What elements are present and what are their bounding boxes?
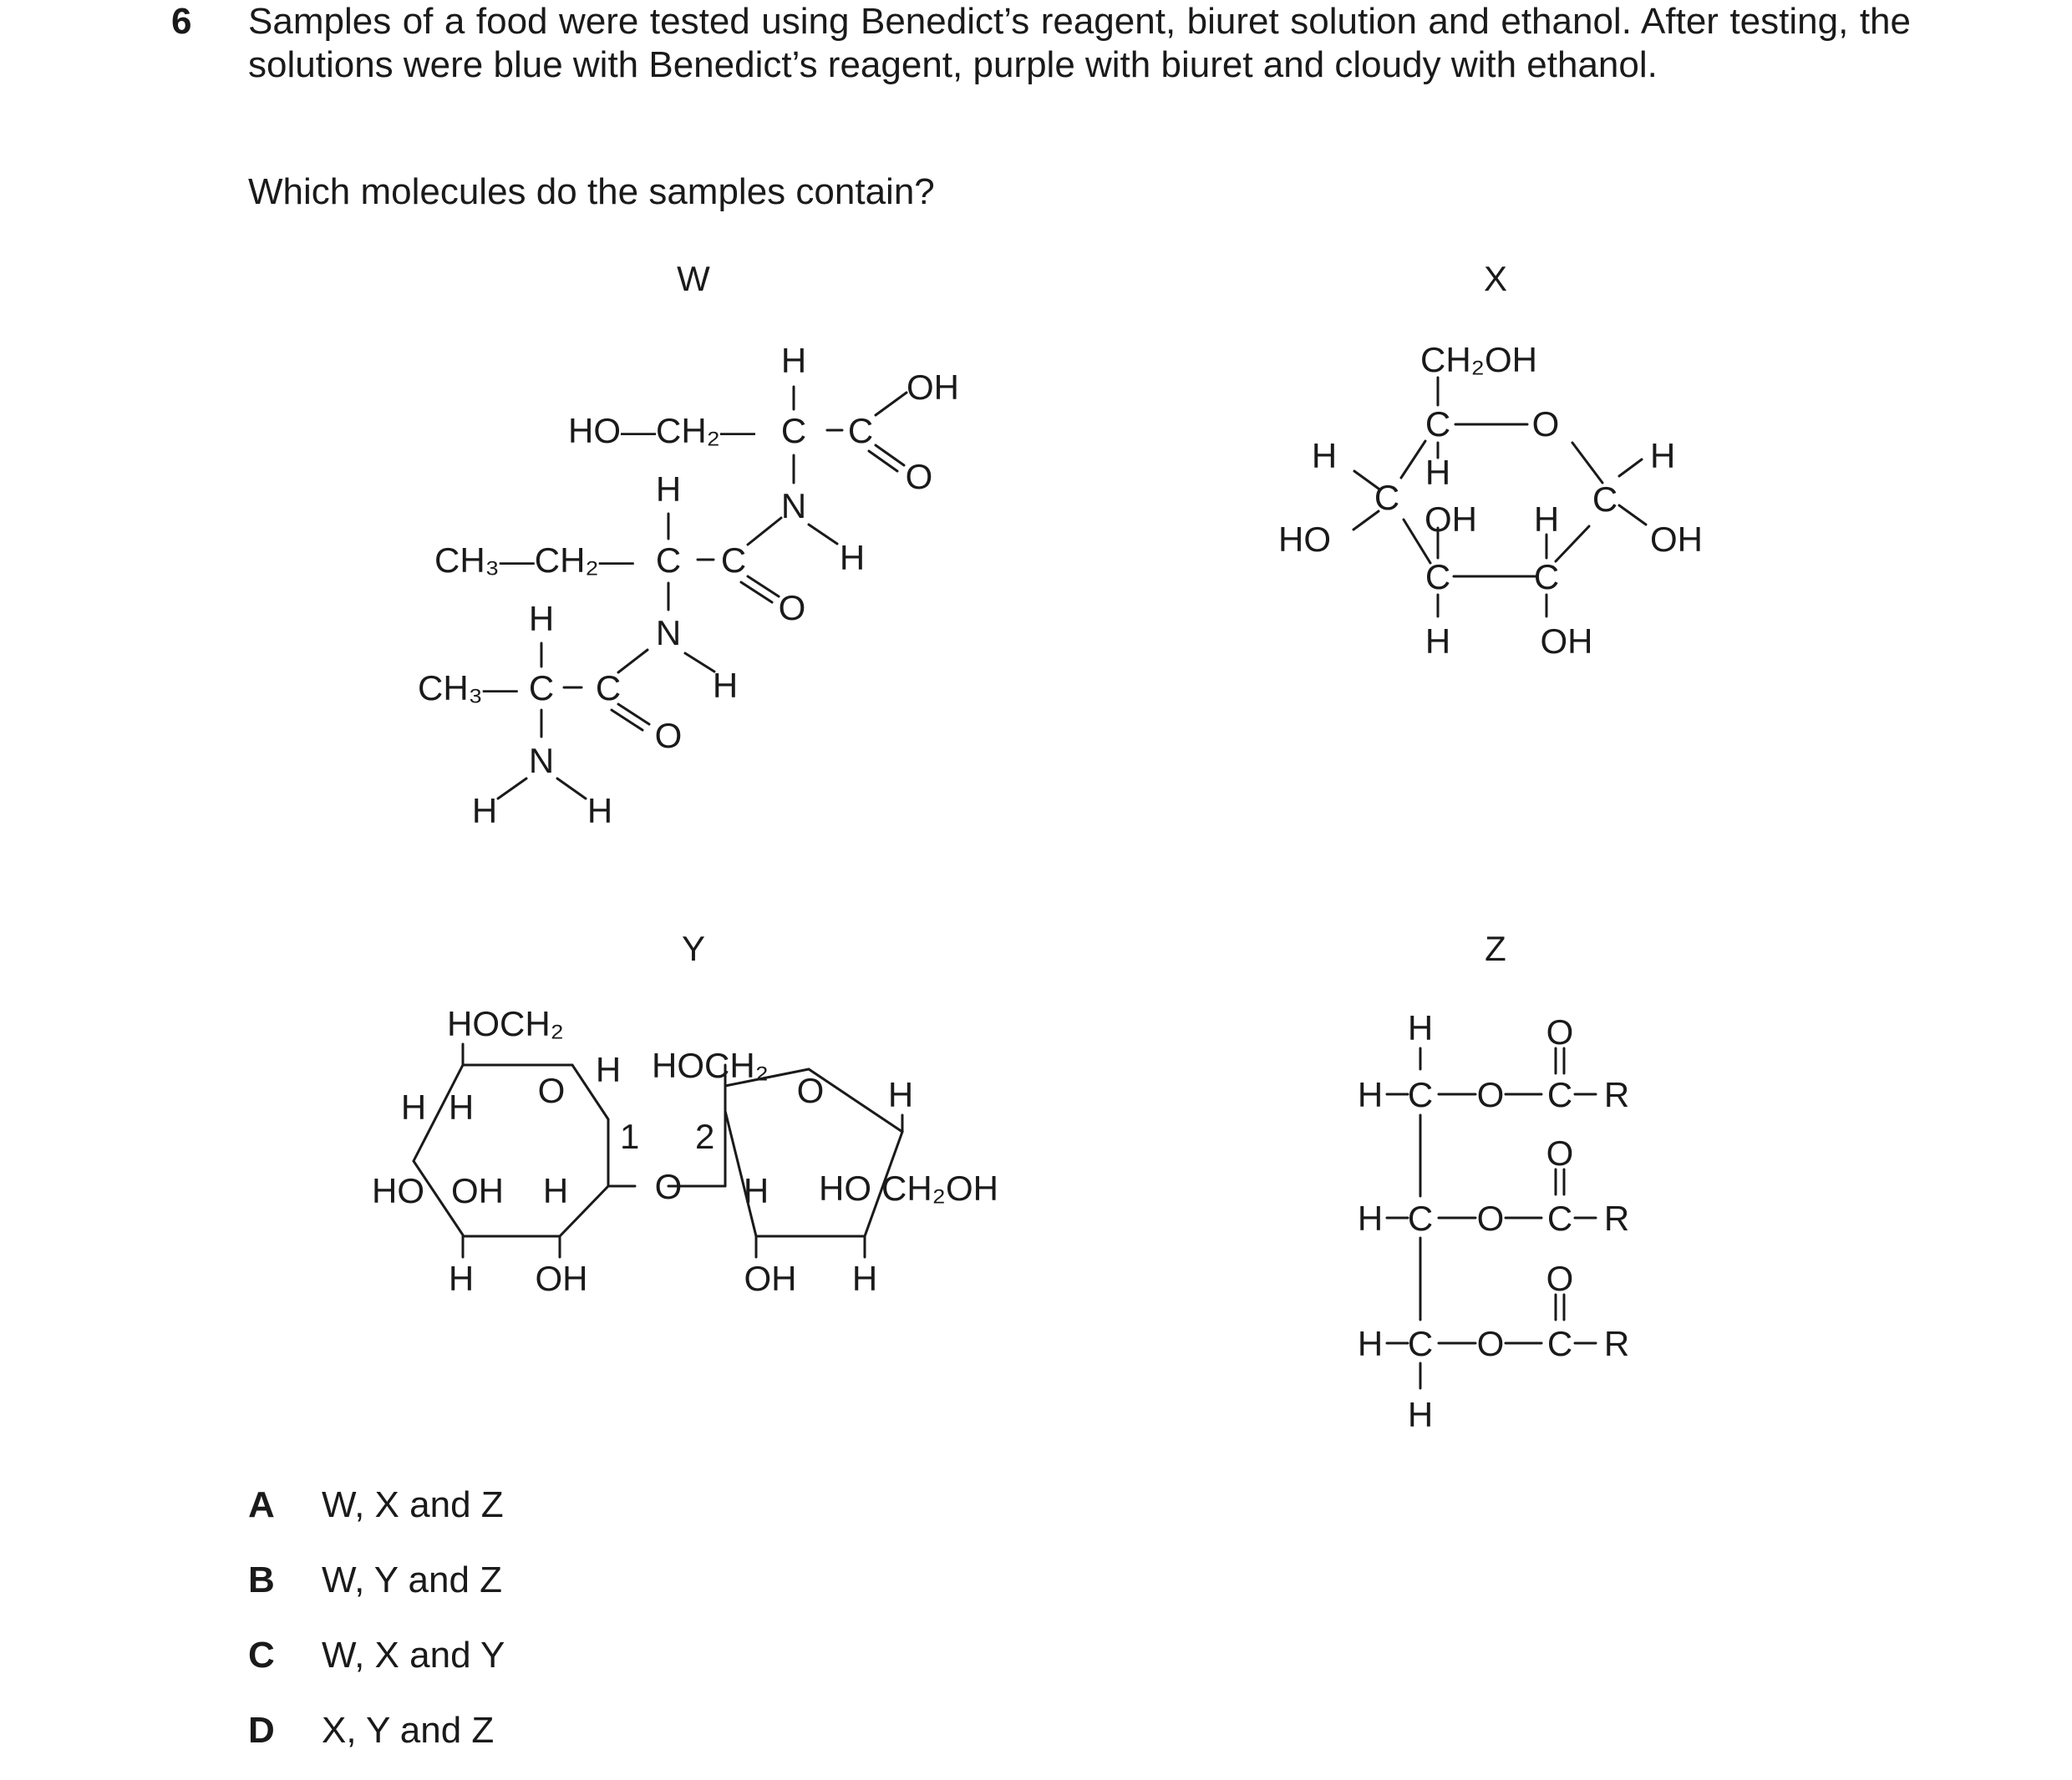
y-atom: HO: [372, 1171, 424, 1210]
w-atom: C: [528, 668, 555, 707]
z-atom: R: [1603, 1324, 1630, 1363]
question-prompt: Which molecules do the samples contain?: [248, 171, 935, 212]
z-atom: C: [1407, 1324, 1434, 1363]
z-atom: H: [1407, 1008, 1434, 1047]
y-atom: H: [595, 1050, 622, 1089]
w-atom: H: [528, 599, 555, 638]
question-stem: Samples of a food were tested using Benedict’s reagent, biuret solution and ethanol. After testing, the solutions were blue with Benedict’s reagent, purple with biuret and cloudy with ethanol.: [248, 1, 1911, 85]
w-atom: C: [595, 668, 622, 707]
x-group: CH₂OH: [1420, 340, 1537, 379]
y-atom: H: [448, 1088, 475, 1127]
option-b[interactable]: [248, 1559, 502, 1602]
y-atom: OH: [744, 1259, 797, 1298]
y-atom: H: [851, 1259, 878, 1298]
x-atom: H: [1424, 621, 1451, 661]
z-atom: H: [1357, 1199, 1384, 1238]
option-text: W, X and Y: [322, 1635, 505, 1676]
y-carbon-number: 2: [695, 1117, 715, 1156]
x-atom: OH: [1540, 621, 1593, 661]
z-label: Z: [1485, 929, 1506, 968]
z-atom: O: [1546, 1133, 1574, 1173]
w-atom: N: [655, 613, 682, 652]
x-atom: C: [1424, 404, 1451, 444]
z-atom: O: [1546, 1259, 1574, 1298]
w-group: HO—CH₂—: [568, 411, 755, 450]
x-atom: C: [1374, 478, 1400, 517]
option-text: X, Y and Z: [322, 1710, 495, 1751]
z-atom: C: [1407, 1075, 1434, 1114]
w-atom: OH: [906, 368, 959, 407]
z-atom: O: [1476, 1199, 1505, 1238]
x-atom: H: [1311, 436, 1338, 475]
w-atom: C: [720, 540, 747, 580]
y-group: CH₂OH: [881, 1169, 998, 1208]
z-atom: C: [1546, 1324, 1573, 1363]
x-atom: O: [1531, 404, 1560, 444]
w-atom: O: [654, 716, 683, 755]
x-atom: C: [1592, 479, 1618, 519]
x-atom: OH: [1424, 500, 1477, 539]
w-atom: H: [471, 791, 498, 830]
w-atom: N: [780, 486, 807, 525]
x-atom: HO: [1278, 520, 1331, 559]
y-atom: O: [796, 1071, 825, 1110]
w-atom: H: [712, 666, 739, 705]
y-atom: OH: [451, 1171, 504, 1210]
y-carbon-number: 1: [620, 1117, 640, 1156]
x-atom: C: [1533, 557, 1560, 596]
question-number: 6: [171, 1, 192, 42]
w-atom: C: [655, 540, 682, 580]
option-text: W, X and Z: [322, 1484, 504, 1525]
w-atom: C: [847, 411, 874, 450]
z-atom: C: [1546, 1075, 1573, 1114]
z-atom: H: [1357, 1324, 1384, 1363]
y-group: HOCH₂: [652, 1046, 769, 1085]
x-label: X: [1483, 259, 1508, 298]
option-letter: A: [248, 1484, 275, 1525]
option-letter: B: [248, 1559, 275, 1600]
z-atom: O: [1546, 1012, 1574, 1052]
y-atom: OH: [535, 1259, 588, 1298]
z-atom: R: [1603, 1199, 1630, 1238]
x-atom: H: [1424, 453, 1451, 492]
y-atom: H: [887, 1075, 914, 1114]
w-label: W: [677, 259, 710, 298]
y-atom: H: [448, 1259, 475, 1298]
w-atom: H: [655, 469, 682, 509]
z-atom: C: [1546, 1199, 1573, 1238]
y-atom: O: [537, 1071, 566, 1110]
z-atom: H: [1357, 1075, 1384, 1114]
option-text: W, Y and Z: [322, 1559, 503, 1600]
y-atom: H: [542, 1171, 569, 1210]
z-atom: H: [1407, 1395, 1434, 1434]
y-atom: H: [400, 1088, 427, 1127]
z-atom: R: [1603, 1075, 1630, 1114]
y-atom: HO: [819, 1169, 871, 1208]
w-group: CH₃—CH₂—: [434, 540, 634, 580]
option-d[interactable]: [248, 1709, 494, 1752]
x-atom: H: [1650, 436, 1676, 475]
z-atom: O: [1476, 1075, 1505, 1114]
w-atom: O: [905, 457, 933, 496]
z-atom: O: [1476, 1324, 1505, 1363]
y-group: HOCH₂: [447, 1004, 564, 1043]
y-label: Y: [681, 929, 706, 968]
w-atom: H: [839, 538, 866, 577]
option-a[interactable]: [248, 1483, 504, 1527]
x-atom: H: [1533, 500, 1560, 539]
option-letter: D: [248, 1710, 275, 1751]
w-group: CH₃—: [418, 668, 518, 707]
w-atom: C: [780, 411, 807, 450]
option-letter: C: [248, 1635, 275, 1676]
y-atom: H: [743, 1171, 769, 1210]
w-atom: N: [528, 741, 555, 780]
option-c[interactable]: [248, 1634, 505, 1677]
w-atom: H: [780, 341, 807, 380]
x-atom: OH: [1650, 520, 1703, 559]
w-atom: H: [587, 791, 613, 830]
x-atom: C: [1424, 557, 1451, 596]
w-atom: O: [778, 588, 806, 627]
z-atom: C: [1407, 1199, 1434, 1238]
y-glycosidic-o: O: [654, 1167, 683, 1206]
